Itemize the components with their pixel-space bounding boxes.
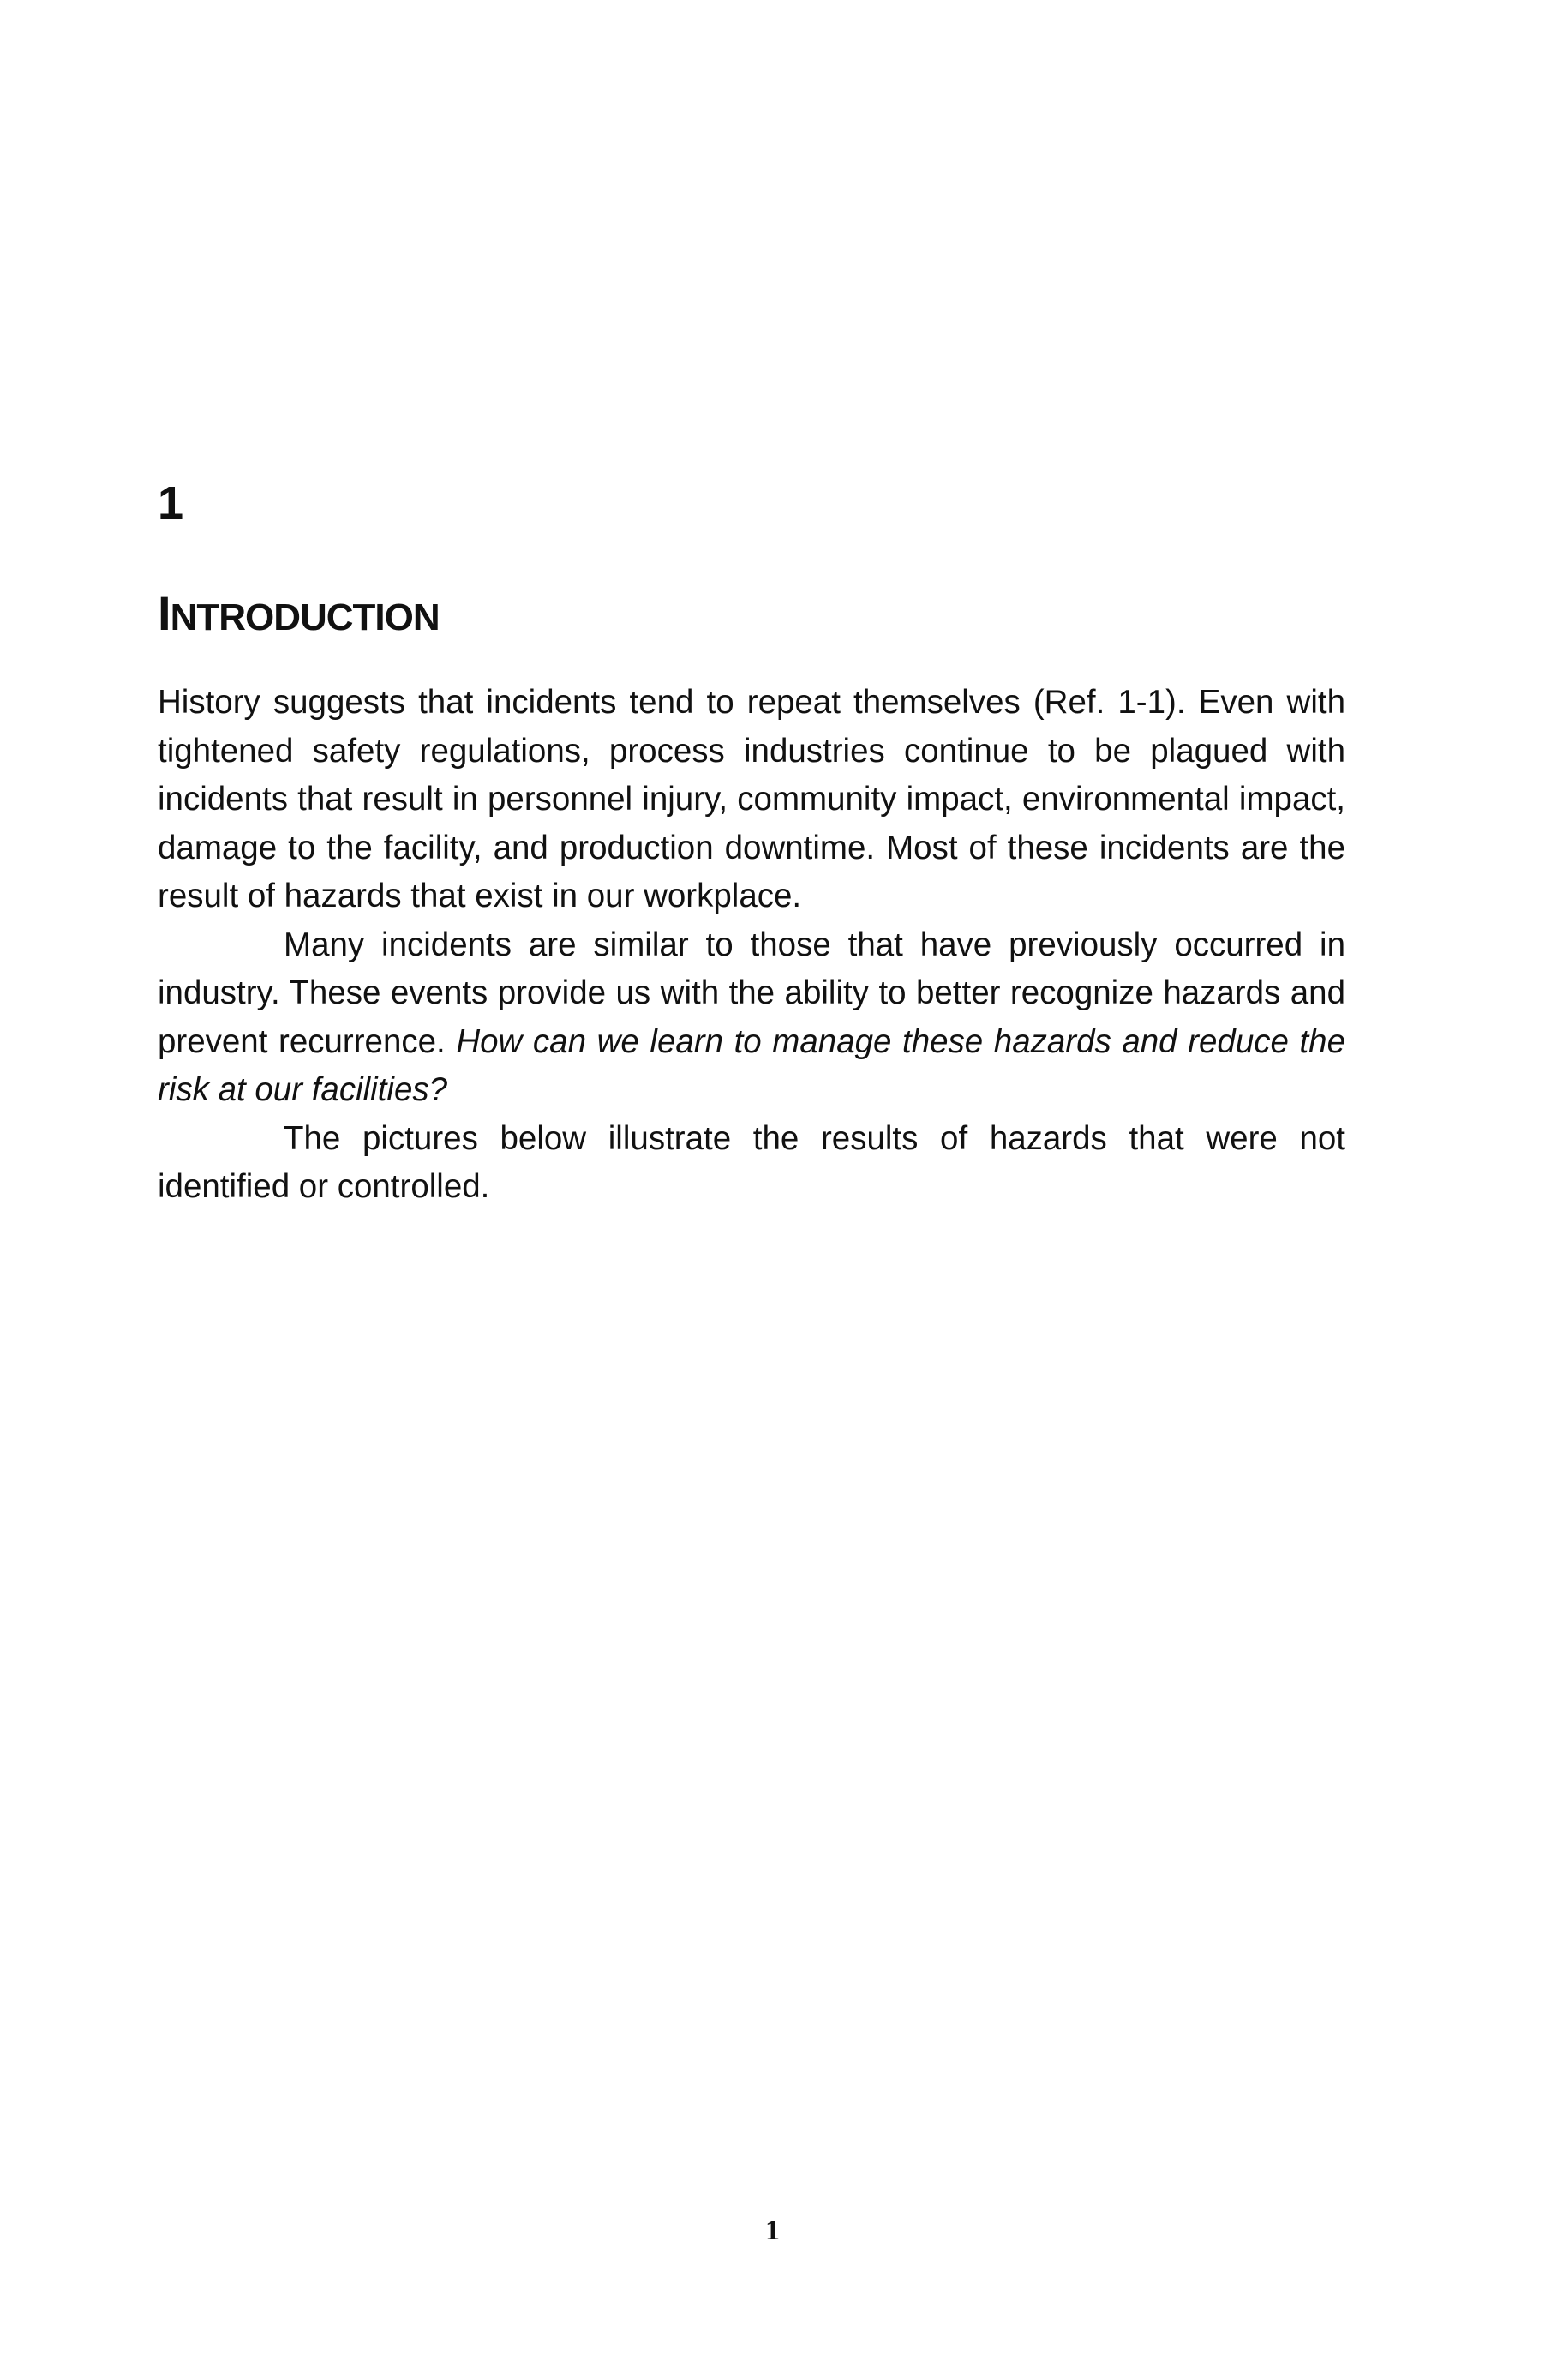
- paragraph-1: History suggests that incidents tend to repeat themselves (Ref. 1-1). Even with tightened safety regulations, process industries continue to be plagued with incidents that result in personnel injury, community impact, environmental impact, damage to the facility, and production downtime. Most of these incidents are the result of hazards that exist in our workplace.: [158, 684, 1345, 914]
- paragraph-2-question: How can we learn to manage these hazards and reduce the risk at our facilities?: [158, 1022, 1346, 1108]
- paragraph-2-text: Many incidents are similar to those that have previously occurred in industry. These events provide us with the ability to better recognize hazards and prevent recurrence.: [158, 926, 1345, 1060]
- paragraph-2: [158, 921, 1345, 1115]
- body-text: [158, 679, 1345, 1212]
- chapter-title: [158, 586, 440, 640]
- chapter-number: 1: [158, 477, 184, 529]
- paragraph-3: The pictures below illustrate the results of hazards that were not identified or controlled.: [158, 1119, 1345, 1205]
- page-number: 1: [765, 2215, 780, 2246]
- chapter-title-initial: I: [158, 586, 171, 640]
- chapter-title-rest: NTRODUCTION: [170, 596, 440, 638]
